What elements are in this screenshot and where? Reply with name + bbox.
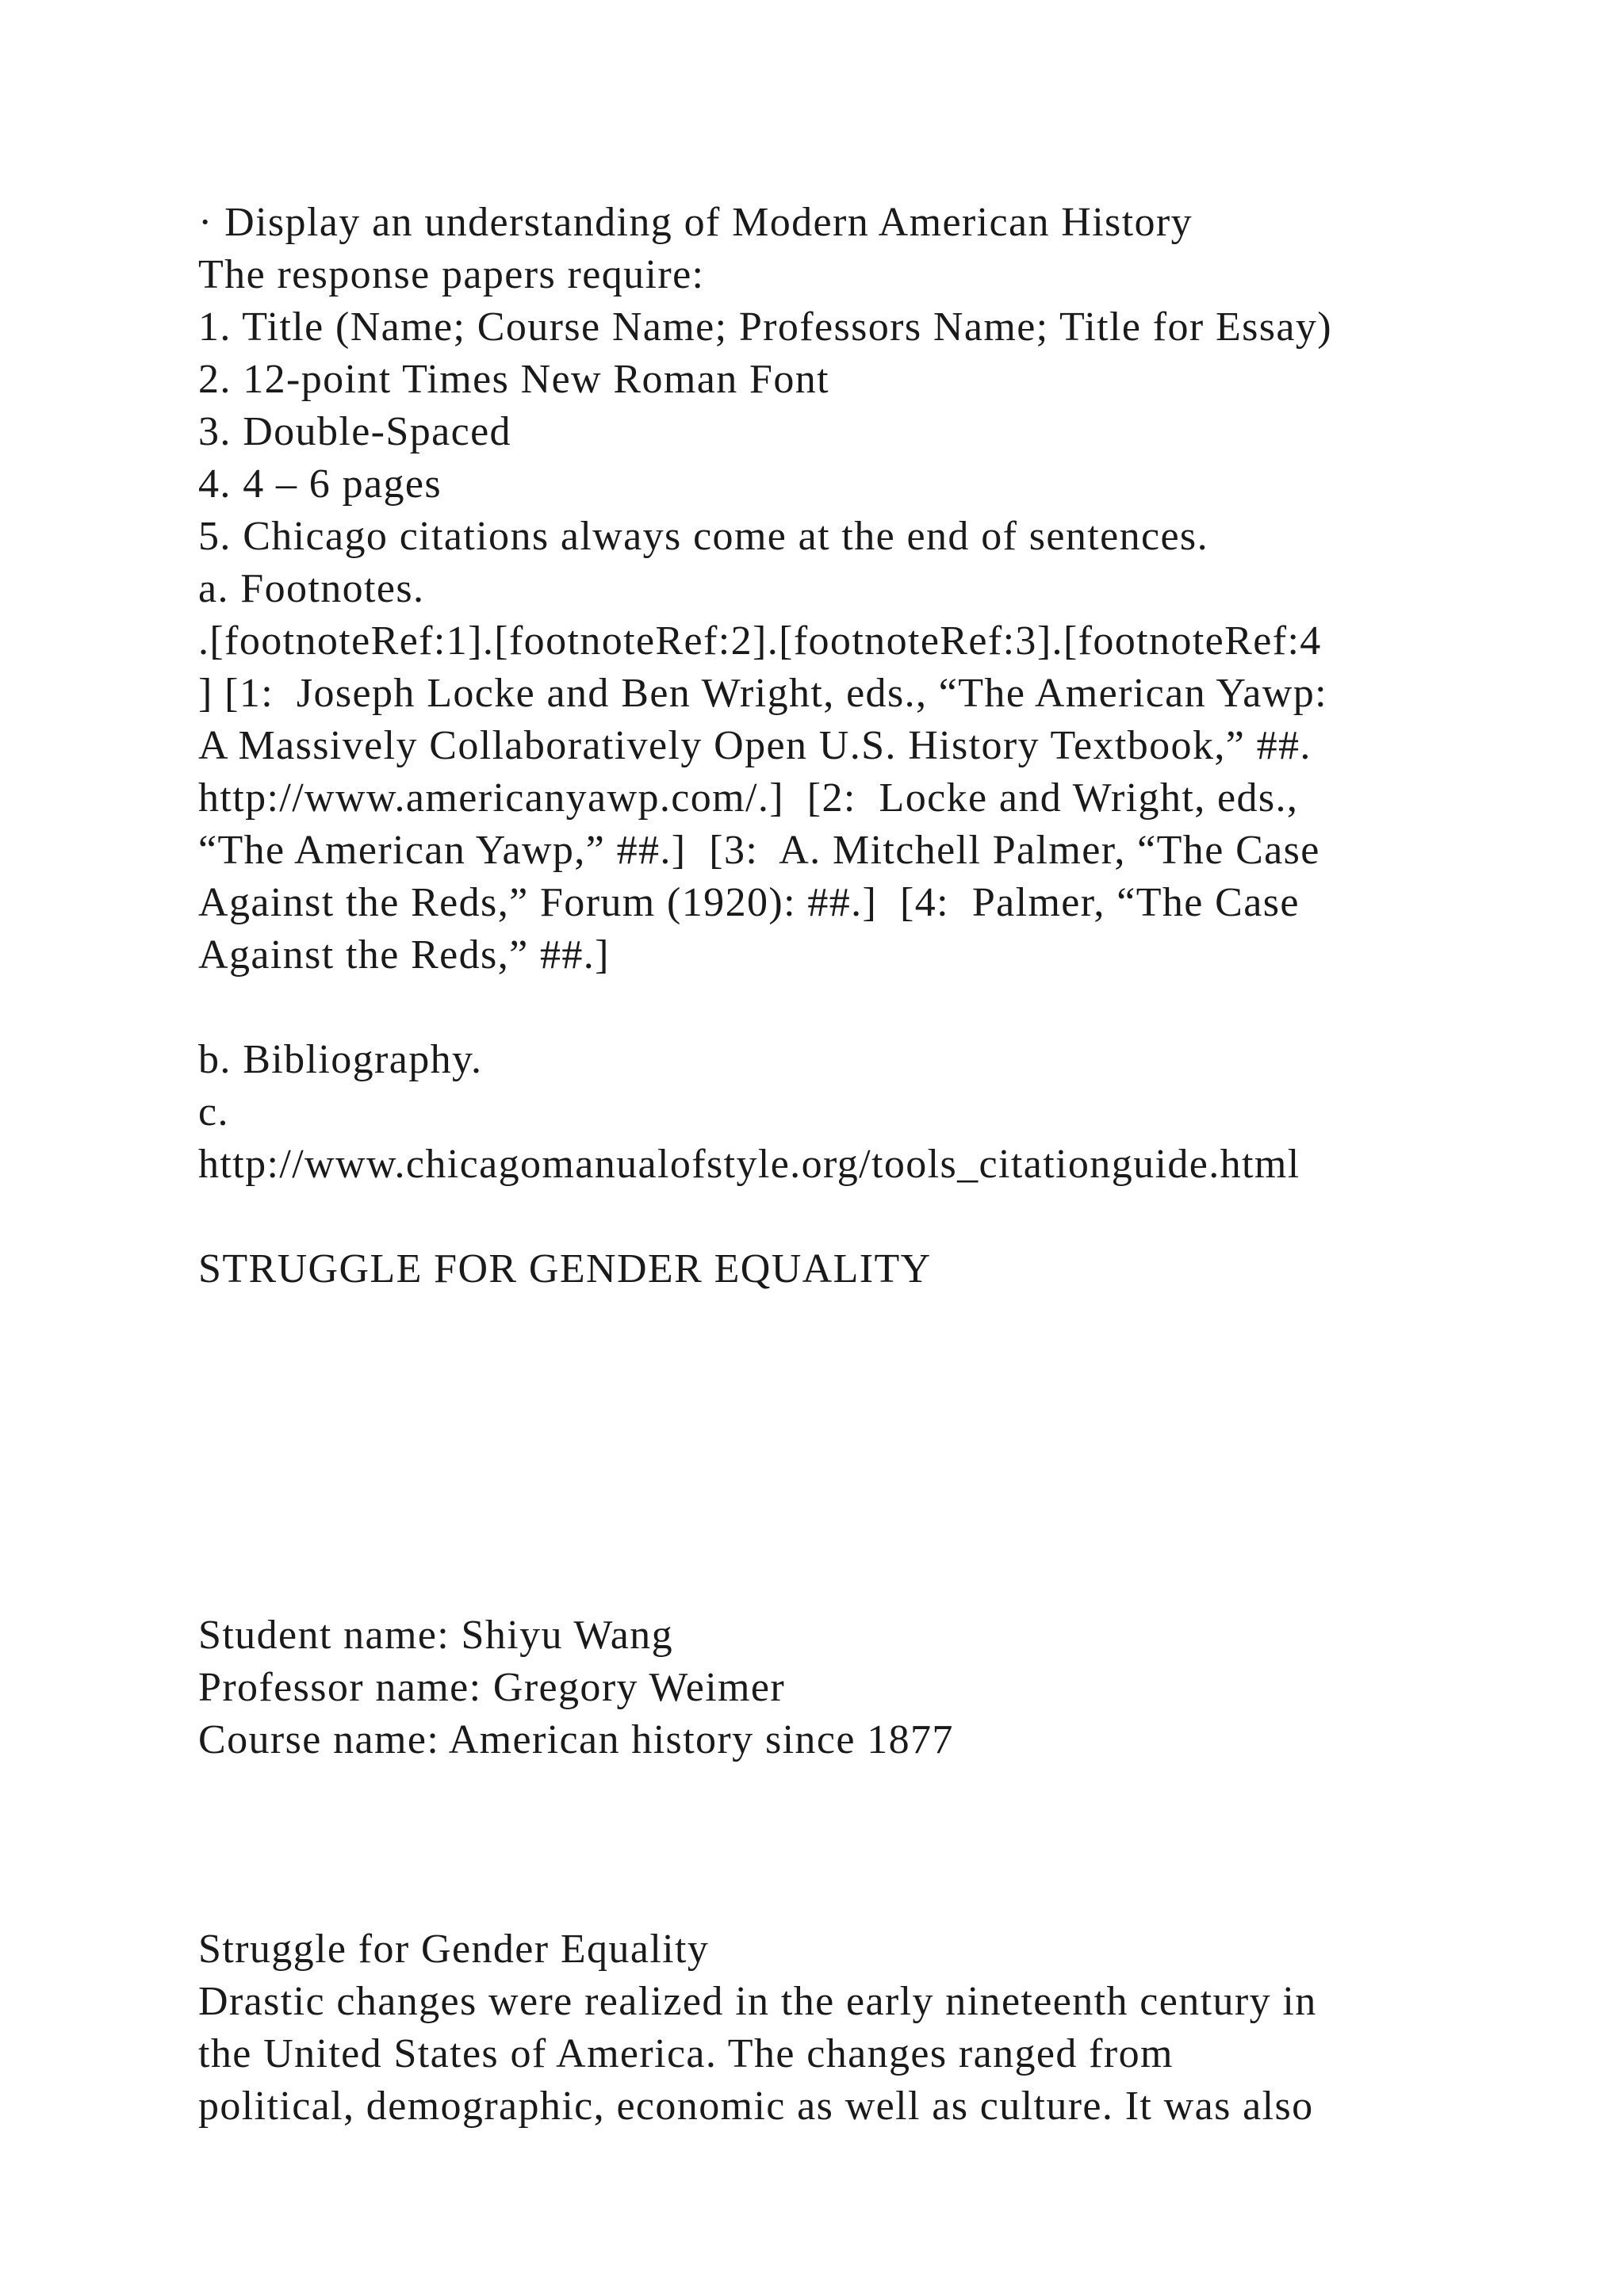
text-line: The response papers require: [198,252,705,297]
blank-line [198,1871,1467,1923]
text-line: .[footnoteRef:1].[footnoteRef:2].[footnoteRef:3].[footnoteRef:4 [198,618,1322,664]
text-line: 1. Title (Name; Course Name; Professors Name; Title for Essay) [198,304,1333,350]
document-page [198,197,1467,2133]
text-line: ] [1: Joseph Locke and Ben Wright, eds., “The American Yawp: [198,671,1327,716]
text-line: b. Bibliography. [198,1037,483,1082]
blank-line [198,1348,1467,1400]
text-line: Drastic changes were realized in the early nineteenth century in [198,1979,1317,2024]
text-line: Struggle for Gender Equality [198,1927,710,1972]
text-line: http://www.chicagomanualofstyle.org/tools_citationguide.html [198,1142,1300,1187]
text-line: 4. 4 – 6 pages [198,461,442,507]
text-line: “The American Yawp,” ##.] [3: A. Mitchell Palmer, “The Case [198,828,1320,873]
text-line: Against the Reds,” Forum (1920): ##.] [4: Palmer, “The Case [198,880,1300,925]
text-line: Against the Reds,” ##.] [198,932,610,978]
blank-line [198,1766,1467,1819]
text-line: 2. 12-point Times New Roman Font [198,357,829,402]
text-line: a. Footnotes. [198,566,425,611]
text-line: Course name: American history since 1877 [198,1717,954,1762]
text-line: c. [198,1089,229,1135]
text-line: A Massively Collaboratively Open U.S. History Textbook,” ##. [198,723,1312,768]
text-line: · Display an understanding of Modern American History [198,200,1193,245]
text-line: Professor name: Gregory Weimer [198,1665,786,1710]
blank-line [198,1295,1467,1348]
text-line: political, demographic, economic as well as culture. It was also [198,2084,1314,2129]
blank-line [198,1452,1467,1505]
blank-line [198,1557,1467,1609]
text-line: 5. Chicago citations always come at the end of sentences. [198,514,1208,559]
blank-line [198,1191,1467,1243]
text-line: STRUGGLE FOR GENDER EQUALITY [198,1246,932,1292]
text-line: the United States of America. The changes ranged from [198,2031,1174,2076]
blank-line [198,1400,1467,1452]
blank-line [198,1819,1467,1871]
text-line: Student name: Shiyu Wang [198,1613,673,1658]
text-line: http://www.americanyawp.com/.] [2: Locke and Wright, eds., [198,775,1299,821]
text-line: 3. Double-Spaced [198,409,511,454]
blank-line [198,982,1467,1034]
blank-line [198,1505,1467,1557]
